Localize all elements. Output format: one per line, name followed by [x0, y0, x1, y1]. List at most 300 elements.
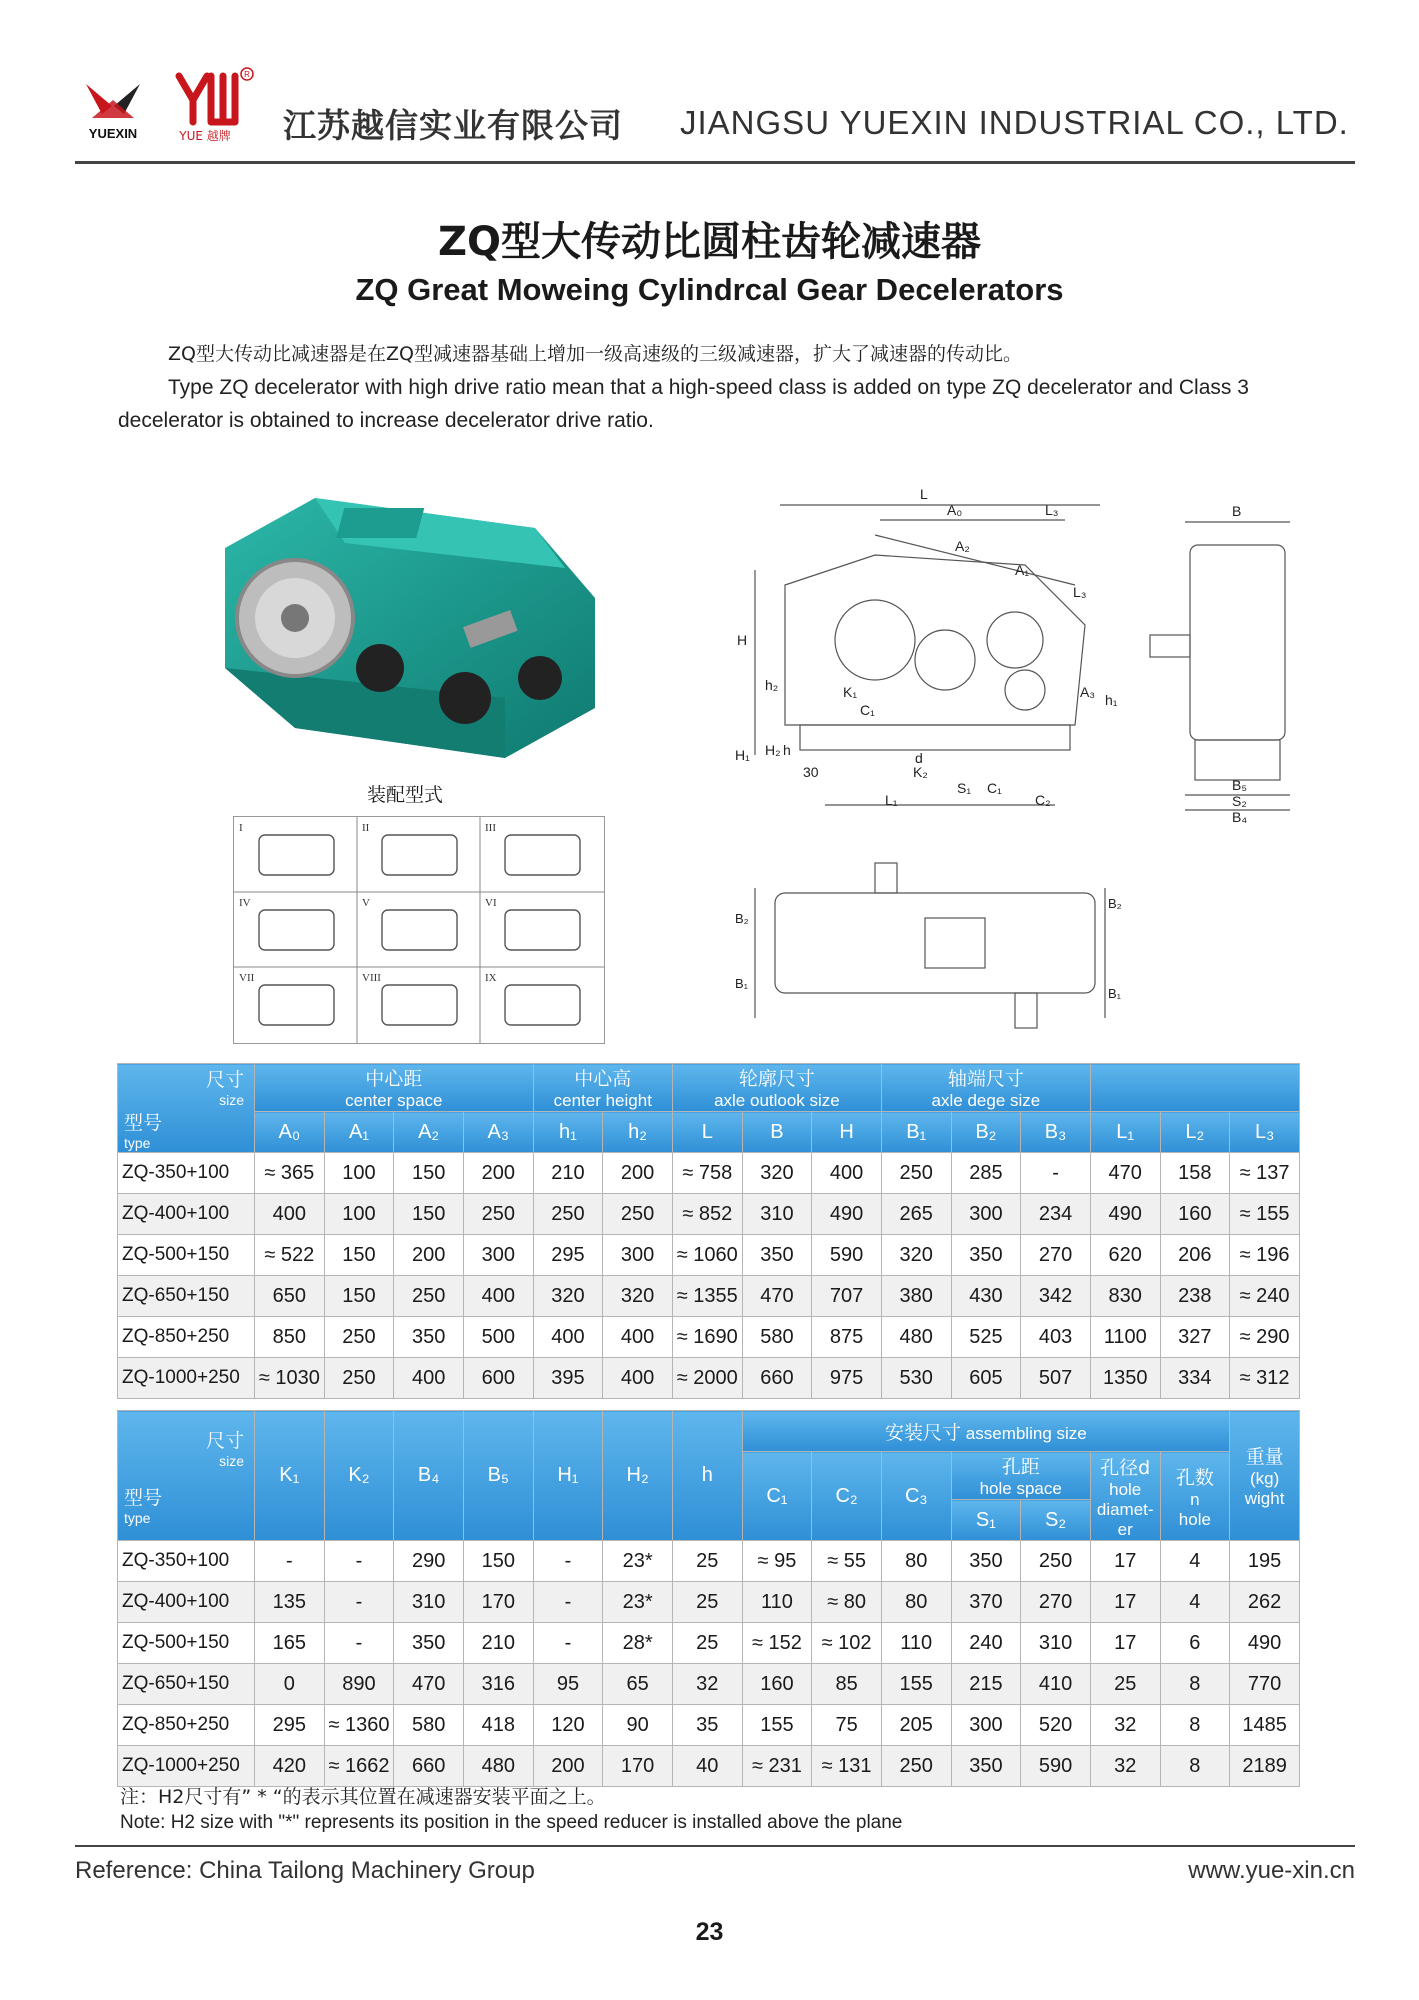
value-cell: 75: [812, 1705, 882, 1746]
value-cell: 250: [881, 1153, 951, 1194]
value-cell: ≈ 196: [1230, 1235, 1300, 1276]
value-cell: 17: [1090, 1541, 1160, 1582]
dim-B4: B₄: [1232, 809, 1248, 825]
value-cell: 370: [951, 1582, 1021, 1623]
value-cell: ≈ 240: [1230, 1276, 1300, 1317]
value-cell: 32: [672, 1664, 742, 1705]
assembly-type-5: V: [362, 897, 370, 909]
col-C3: C₃: [881, 1452, 951, 1541]
dim-L: L: [920, 486, 928, 502]
value-cell: ≈ 758: [672, 1153, 742, 1194]
table1-corner: 尺寸 size 型号 type: [118, 1064, 255, 1153]
col-B4: B₄: [394, 1411, 464, 1541]
value-cell: 310: [394, 1582, 464, 1623]
value-cell: 250: [324, 1358, 394, 1399]
note-en: Note: H2 size with "*" represents its position in the speed reducer is installed above the plane: [120, 1812, 903, 1833]
value-cell: ≈ 852: [672, 1194, 742, 1235]
value-cell: 350: [394, 1317, 464, 1358]
dim-C1b: C₁: [987, 780, 1002, 796]
footer-rule: [75, 1845, 1355, 1847]
col-K1: K₁: [255, 1411, 325, 1541]
value-cell: 28*: [603, 1623, 673, 1664]
dim-B1-right: B₁: [1108, 986, 1122, 1001]
group-outlook-size: 轮廓尺寸 axle outlook size: [672, 1064, 881, 1112]
col-C2: C₂: [812, 1452, 882, 1541]
col-hole-count: 孔数 n hole: [1160, 1452, 1230, 1541]
front-view-drawing: [725, 475, 1145, 820]
dim-h: h: [783, 742, 791, 758]
value-cell: ≈ 365: [255, 1153, 325, 1194]
value-cell: -: [533, 1582, 603, 1623]
value-cell: ≈ 155: [1230, 1194, 1300, 1235]
value-cell: 270: [1021, 1582, 1091, 1623]
value-cell: ≈ 102: [812, 1623, 882, 1664]
table-row: [118, 1358, 1300, 1399]
value-cell: 350: [951, 1235, 1021, 1276]
value-cell: 170: [603, 1746, 673, 1787]
value-cell: 342: [1021, 1276, 1091, 1317]
title-cn: ZQ型大传动比圆柱齿轮减速器: [437, 219, 981, 265]
value-cell: 400: [533, 1317, 603, 1358]
value-cell: 660: [742, 1358, 812, 1399]
footer-reference: Reference: China Tailong Machinery Group: [75, 1857, 535, 1884]
value-cell: 110: [881, 1623, 951, 1664]
table-row: [118, 1194, 1300, 1235]
value-cell: 300: [951, 1705, 1021, 1746]
svg-text:R: R: [244, 70, 250, 79]
model-cell: ZQ-1000+250: [118, 1358, 255, 1399]
table-row: [118, 1317, 1300, 1358]
value-cell: 770: [1230, 1664, 1300, 1705]
value-cell: 320: [742, 1153, 812, 1194]
value-cell: ≈ 152: [742, 1623, 812, 1664]
value-cell: 110: [742, 1582, 812, 1623]
value-cell: 150: [394, 1194, 464, 1235]
col-B5: B₅: [463, 1411, 533, 1541]
dim-A3: A₃: [1080, 684, 1096, 700]
intro-en: Type ZQ decelerator with high drive ratio mean that a high-speed class is added on type ZQ decelerator and Class 3 decelerator is obtained to increase decelerator drive ratio.: [118, 376, 1249, 432]
value-cell: 150: [463, 1541, 533, 1582]
value-cell: 295: [533, 1235, 603, 1276]
value-cell: ≈ 312: [1230, 1358, 1300, 1399]
table-row: [118, 1153, 1300, 1194]
assembly-type-1: I: [239, 822, 243, 834]
header-rule: [75, 161, 1355, 164]
table-row: [118, 1705, 1300, 1746]
value-cell: 350: [951, 1541, 1021, 1582]
value-cell: 890: [324, 1664, 394, 1705]
value-cell: 490: [1090, 1194, 1160, 1235]
value-cell: -: [533, 1541, 603, 1582]
value-cell: 410: [1021, 1664, 1091, 1705]
col-5: h₂: [603, 1112, 673, 1153]
value-cell: 150: [324, 1276, 394, 1317]
value-cell: 650: [255, 1276, 325, 1317]
dim-H1: H₁: [735, 747, 750, 763]
col-3: A₃: [463, 1112, 533, 1153]
dim-B5: B₅: [1232, 777, 1247, 793]
title-en: ZQ Great Moweing Cylindrcal Gear Decelerators: [355, 272, 1064, 307]
model-cell: ZQ-350+100: [118, 1541, 255, 1582]
value-cell: 65: [603, 1664, 673, 1705]
col-1: A₁: [324, 1112, 394, 1153]
group-assembling: 安装尺寸 assembling size: [742, 1411, 1230, 1452]
value-cell: 707: [812, 1276, 882, 1317]
value-cell: 32: [1090, 1746, 1160, 1787]
model-cell: ZQ-500+150: [118, 1235, 255, 1276]
yuexin-logo: [78, 80, 148, 142]
value-cell: 400: [463, 1276, 533, 1317]
assembly-type-8: VIII: [362, 972, 381, 984]
value-cell: ≈ 1690: [672, 1317, 742, 1358]
dim-L1: L₁: [885, 792, 898, 808]
value-cell: 590: [812, 1235, 882, 1276]
value-cell: 215: [951, 1664, 1021, 1705]
table-row: [118, 1582, 1300, 1623]
value-cell: 95: [533, 1664, 603, 1705]
value-cell: 403: [1021, 1317, 1091, 1358]
value-cell: 25: [672, 1541, 742, 1582]
value-cell: 580: [742, 1317, 812, 1358]
table-row: [118, 1235, 1300, 1276]
table-row: [118, 1664, 1300, 1705]
assembly-type-label: 装配型式: [367, 784, 444, 806]
dim-L3b: L₃: [1073, 584, 1087, 600]
dim-B: B: [1232, 503, 1242, 519]
model-cell: ZQ-500+150: [118, 1623, 255, 1664]
top-view-drawing: [725, 848, 1125, 1043]
dim-B2-right: B₂: [1108, 896, 1122, 911]
value-cell: ≈ 1360: [324, 1705, 394, 1746]
value-cell: 250: [533, 1194, 603, 1235]
value-cell: 23*: [603, 1541, 673, 1582]
value-cell: 418: [463, 1705, 533, 1746]
dim-A0: A₀: [947, 502, 963, 518]
dim-30: 30: [803, 764, 819, 780]
value-cell: 320: [533, 1276, 603, 1317]
col-hole-diameter: 孔径d hole diamet-er: [1090, 1452, 1160, 1541]
value-cell: 165: [255, 1623, 325, 1664]
col-12: L₁: [1090, 1112, 1160, 1153]
value-cell: ≈ 80: [812, 1582, 882, 1623]
assembly-type-6: VI: [485, 897, 497, 909]
value-cell: 400: [603, 1317, 673, 1358]
value-cell: 155: [881, 1664, 951, 1705]
group-axle-size: 轴端尺寸 axle dege size: [881, 1064, 1090, 1112]
dim-h1: h₁: [1105, 692, 1118, 708]
value-cell: 290: [394, 1541, 464, 1582]
value-cell: ≈ 2000: [672, 1358, 742, 1399]
assembly-type-3: III: [485, 822, 496, 834]
value-cell: 320: [603, 1276, 673, 1317]
value-cell: 525: [951, 1317, 1021, 1358]
value-cell: 155: [742, 1705, 812, 1746]
value-cell: 1100: [1090, 1317, 1160, 1358]
yue-brand-logo: [165, 66, 255, 144]
value-cell: ≈ 95: [742, 1541, 812, 1582]
value-cell: ≈ 1662: [324, 1746, 394, 1787]
value-cell: 380: [881, 1276, 951, 1317]
dimension-table-2: [117, 1410, 1300, 1787]
dim-S2: S₂: [1232, 793, 1247, 809]
value-cell: 350: [742, 1235, 812, 1276]
value-cell: 600: [463, 1358, 533, 1399]
group-hole-space: 孔距 hole space: [951, 1452, 1090, 1500]
col-14: L₃: [1230, 1112, 1300, 1153]
value-cell: 80: [881, 1582, 951, 1623]
dim-A2: A₂: [955, 538, 970, 554]
group-blank: [1090, 1064, 1299, 1112]
dim-h2: h₂: [765, 677, 779, 693]
value-cell: 250: [603, 1194, 673, 1235]
value-cell: 310: [1021, 1623, 1091, 1664]
value-cell: 100: [324, 1194, 394, 1235]
value-cell: 1485: [1230, 1705, 1300, 1746]
value-cell: 160: [742, 1664, 812, 1705]
col-4: h₁: [533, 1112, 603, 1153]
value-cell: 80: [881, 1541, 951, 1582]
value-cell: 327: [1160, 1317, 1230, 1358]
col-9: B₁: [881, 1112, 951, 1153]
value-cell: 470: [394, 1664, 464, 1705]
value-cell: 300: [603, 1235, 673, 1276]
dim-C1: C₁: [860, 702, 875, 718]
value-cell: 507: [1021, 1358, 1091, 1399]
assembly-type-9: IX: [485, 972, 497, 984]
page-number: 23: [695, 1918, 724, 1946]
value-cell: 480: [463, 1746, 533, 1787]
svg-text:YUEXIN: YUEXIN: [88, 126, 138, 141]
footer-url[interactable]: www.yue-xin.cn: [1188, 1857, 1355, 1884]
value-cell: 85: [812, 1664, 882, 1705]
value-cell: 334: [1160, 1358, 1230, 1399]
value-cell: ≈ 290: [1230, 1317, 1300, 1358]
model-cell: ZQ-850+250: [118, 1705, 255, 1746]
col-11: B₃: [1021, 1112, 1091, 1153]
value-cell: ≈ 1355: [672, 1276, 742, 1317]
model-cell: ZQ-650+150: [118, 1664, 255, 1705]
value-cell: 0: [255, 1664, 325, 1705]
value-cell: 265: [881, 1194, 951, 1235]
col-6: L: [672, 1112, 742, 1153]
dim-H2: H₂: [765, 742, 781, 758]
col-S1: S₁: [951, 1500, 1021, 1541]
value-cell: 1350: [1090, 1358, 1160, 1399]
table-row: [118, 1623, 1300, 1664]
value-cell: 250: [881, 1746, 951, 1787]
value-cell: 4: [1160, 1582, 1230, 1623]
value-cell: 590: [1021, 1746, 1091, 1787]
table-row: [118, 1746, 1300, 1787]
value-cell: 120: [533, 1705, 603, 1746]
value-cell: ≈ 131: [812, 1746, 882, 1787]
assembly-type-2: II: [362, 822, 370, 834]
value-cell: 250: [394, 1276, 464, 1317]
value-cell: 2189: [1230, 1746, 1300, 1787]
dim-d: d: [915, 750, 923, 766]
dim-S1: S₁: [957, 780, 972, 796]
value-cell: 620: [1090, 1235, 1160, 1276]
value-cell: 40: [672, 1746, 742, 1787]
value-cell: 17: [1090, 1623, 1160, 1664]
value-cell: 8: [1160, 1705, 1230, 1746]
company-name-cn: 江苏越信实业有限公司: [283, 106, 623, 145]
value-cell: 975: [812, 1358, 882, 1399]
model-cell: ZQ-650+150: [118, 1276, 255, 1317]
side-view-drawing: [1140, 500, 1310, 830]
intro-cn: ZQ型大传动比减速器是在ZQ型减速器基础上增加一级高速级的三级减速器，扩大了减速器的传动比。: [168, 343, 1022, 365]
value-cell: 250: [324, 1317, 394, 1358]
model-cell: ZQ-850+250: [118, 1317, 255, 1358]
value-cell: 158: [1160, 1153, 1230, 1194]
value-cell: 4: [1160, 1541, 1230, 1582]
value-cell: 490: [812, 1194, 882, 1235]
value-cell: 200: [603, 1153, 673, 1194]
value-cell: 400: [394, 1358, 464, 1399]
value-cell: -: [533, 1623, 603, 1664]
dimension-table-1: [117, 1063, 1300, 1399]
value-cell: 490: [1230, 1623, 1300, 1664]
gearbox-product-image: [205, 468, 625, 768]
value-cell: 17: [1090, 1582, 1160, 1623]
value-cell: 350: [951, 1746, 1021, 1787]
value-cell: 200: [463, 1153, 533, 1194]
value-cell: 135: [255, 1582, 325, 1623]
value-cell: ≈ 1030: [255, 1358, 325, 1399]
value-cell: 90: [603, 1705, 673, 1746]
col-h: h: [672, 1411, 742, 1541]
note-cn: 注：H2尺寸有” * “的表示其位置在减速器安装平面之上。: [120, 1786, 606, 1808]
col-H1: H₁: [533, 1411, 603, 1541]
col-S2: S₂: [1021, 1500, 1091, 1541]
value-cell: 830: [1090, 1276, 1160, 1317]
value-cell: 395: [533, 1358, 603, 1399]
value-cell: 850: [255, 1317, 325, 1358]
assembly-type-7: VII: [239, 972, 255, 984]
value-cell: 270: [1021, 1235, 1091, 1276]
value-cell: 25: [672, 1623, 742, 1664]
value-cell: -: [255, 1541, 325, 1582]
value-cell: 35: [672, 1705, 742, 1746]
value-cell: 400: [603, 1358, 673, 1399]
col-10: B₂: [951, 1112, 1021, 1153]
value-cell: 150: [324, 1235, 394, 1276]
value-cell: 160: [1160, 1194, 1230, 1235]
dim-H: H: [737, 632, 748, 648]
value-cell: 660: [394, 1746, 464, 1787]
value-cell: 300: [463, 1235, 533, 1276]
assembly-type-4: IV: [239, 897, 251, 909]
value-cell: ≈ 522: [255, 1235, 325, 1276]
value-cell: 500: [463, 1317, 533, 1358]
dim-A1: A₁: [1015, 562, 1030, 578]
dim-K1: K₁: [843, 684, 858, 700]
value-cell: 262: [1230, 1582, 1300, 1623]
col-8: H: [812, 1112, 882, 1153]
value-cell: 605: [951, 1358, 1021, 1399]
value-cell: 32: [1090, 1705, 1160, 1746]
value-cell: 400: [255, 1194, 325, 1235]
value-cell: 170: [463, 1582, 533, 1623]
assembly-type-grid: [233, 816, 605, 1044]
value-cell: 205: [881, 1705, 951, 1746]
dim-C2: C₂: [1035, 792, 1051, 808]
value-cell: 8: [1160, 1746, 1230, 1787]
intro: [118, 338, 1318, 437]
group-center-height: 中心高 center height: [533, 1064, 672, 1112]
model-cell: ZQ-1000+250: [118, 1746, 255, 1787]
value-cell: 100: [324, 1153, 394, 1194]
dim-B1: B₁: [735, 976, 749, 991]
value-cell: 420: [255, 1746, 325, 1787]
col-13: L₂: [1160, 1112, 1230, 1153]
col-C1: C₁: [742, 1452, 812, 1541]
value-cell: 25: [672, 1582, 742, 1623]
model-cell: ZQ-400+100: [118, 1582, 255, 1623]
table2-corner: 尺寸 size 型号 type: [118, 1411, 255, 1541]
value-cell: 210: [463, 1623, 533, 1664]
value-cell: -: [1021, 1153, 1091, 1194]
value-cell: 350: [394, 1623, 464, 1664]
value-cell: 470: [742, 1276, 812, 1317]
col-K2: K₂: [324, 1411, 394, 1541]
value-cell: 316: [463, 1664, 533, 1705]
table-row: [118, 1541, 1300, 1582]
value-cell: 520: [1021, 1705, 1091, 1746]
value-cell: 480: [881, 1317, 951, 1358]
col-H2: H₂: [603, 1411, 673, 1541]
value-cell: 295: [255, 1705, 325, 1746]
value-cell: ≈ 55: [812, 1541, 882, 1582]
col-0: A₀: [255, 1112, 325, 1153]
table-row: [118, 1276, 1300, 1317]
model-cell: ZQ-350+100: [118, 1153, 255, 1194]
value-cell: ≈ 137: [1230, 1153, 1300, 1194]
value-cell: 25: [1090, 1664, 1160, 1705]
value-cell: 250: [1021, 1541, 1091, 1582]
value-cell: ≈ 231: [742, 1746, 812, 1787]
value-cell: 310: [742, 1194, 812, 1235]
col-2: A₂: [394, 1112, 464, 1153]
value-cell: 875: [812, 1317, 882, 1358]
value-cell: -: [324, 1541, 394, 1582]
value-cell: 234: [1021, 1194, 1091, 1235]
value-cell: 200: [394, 1235, 464, 1276]
value-cell: ≈ 1060: [672, 1235, 742, 1276]
value-cell: 23*: [603, 1582, 673, 1623]
col-weight: 重量 (kg) wight: [1230, 1411, 1300, 1541]
col-7: B: [742, 1112, 812, 1153]
value-cell: 285: [951, 1153, 1021, 1194]
value-cell: -: [324, 1582, 394, 1623]
value-cell: 430: [951, 1276, 1021, 1317]
value-cell: 195: [1230, 1541, 1300, 1582]
company-name-en: JIANGSU YUEXIN INDUSTRIAL CO., LTD.: [680, 104, 1349, 141]
value-cell: 6: [1160, 1623, 1230, 1664]
value-cell: 238: [1160, 1276, 1230, 1317]
value-cell: 320: [881, 1235, 951, 1276]
dim-K2: K₂: [913, 764, 928, 780]
value-cell: 206: [1160, 1235, 1230, 1276]
dim-L3: L₃: [1045, 502, 1059, 518]
value-cell: 8: [1160, 1664, 1230, 1705]
value-cell: 300: [951, 1194, 1021, 1235]
value-cell: 200: [533, 1746, 603, 1787]
svg-text:YUE 越牌: YUE 越牌: [179, 129, 231, 143]
model-cell: ZQ-400+100: [118, 1194, 255, 1235]
dim-B2: B₂: [735, 911, 749, 926]
value-cell: 580: [394, 1705, 464, 1746]
